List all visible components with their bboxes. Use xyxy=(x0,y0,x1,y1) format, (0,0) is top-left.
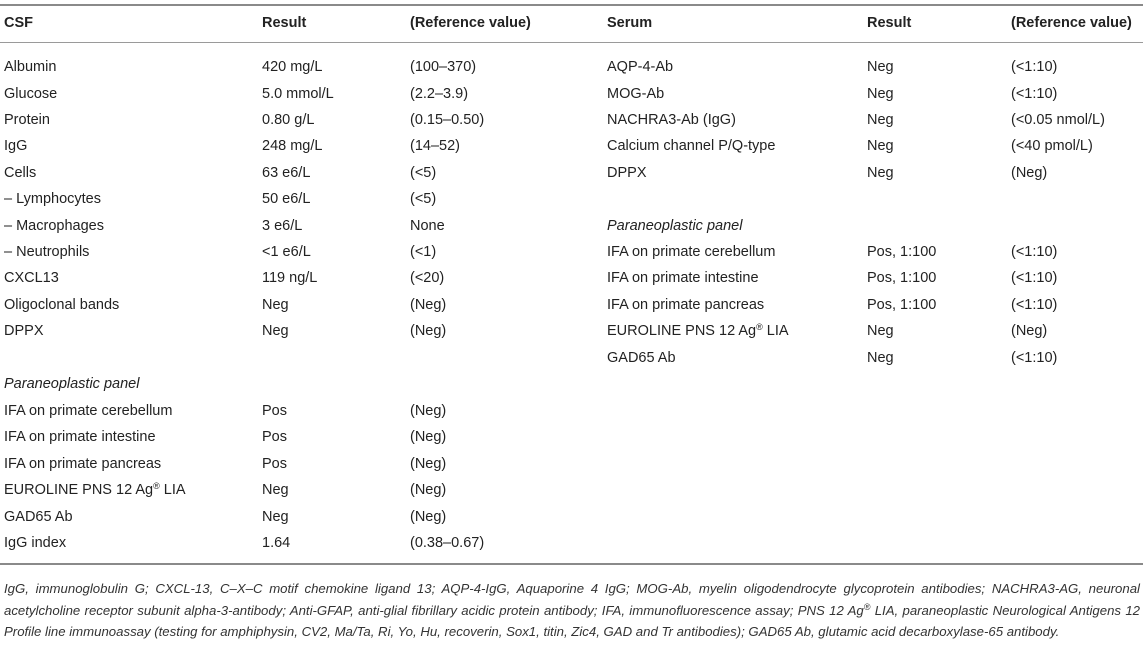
row-reference: (<1:10) xyxy=(1011,86,1058,102)
row-label: IgG index xyxy=(4,535,67,551)
row-label: IFA on primate cerebellum xyxy=(607,244,776,260)
row-label: DPPX xyxy=(607,165,647,181)
row-result: Neg xyxy=(867,112,894,128)
row-reference: (<40 pmol/L) xyxy=(1011,138,1093,154)
row-reference: (Neg) xyxy=(1011,323,1048,339)
table-header-rule xyxy=(0,42,1143,43)
row-result: 63 e6/L xyxy=(262,165,311,181)
row-reference: (0.15–0.50) xyxy=(410,112,485,128)
csf-header: CSF xyxy=(4,15,33,31)
table-footnote: IgG, immunoglobulin G; CXCL-13, C–X–C motif chemokine ligand 13; AQP-4-IgG, Aquaporine 4 IgG; MOG-Ab, myelin oligodendrocyte glycoprotein antibodies; NACHRA3-AG, neuronal acetylcholine receptor subunit alpha-3-antibody; Anti-GFAP, anti-glial fibrillary acidic protein antibody; IFA, immunofluorescence assay; PNS 12 Ag® LIA, paraneoplastic Neurological Antigens 12 Profile line immunoassay (testing for amphiphysin, CV2, Ma/Ta, Ri, Yo, Hu, recoverin, Sox1, titin, Zic4, GAD and Tr antibodies); GAD65 Ab, glutamic acid decarboxylase-65 antibody. xyxy=(4,581,1141,639)
row-reference: (Neg) xyxy=(410,456,447,472)
row-label: NACHRA3-Ab (IgG) xyxy=(607,112,736,128)
row-label: CXCL13 xyxy=(4,270,59,286)
row-label: AQP-4-Ab xyxy=(607,59,674,75)
row-result: Neg xyxy=(867,86,894,102)
row-reference: (Neg) xyxy=(410,482,447,498)
row-label: – Macrophages xyxy=(4,218,104,234)
serum-reference-header: (Reference value) xyxy=(1011,15,1132,31)
row-result: Neg xyxy=(262,509,289,525)
csf-paraneoplastic-title: Paraneoplastic panel xyxy=(4,376,140,392)
row-reference: (<1:10) xyxy=(1011,270,1058,286)
row-reference: (Neg) xyxy=(410,509,447,525)
row-reference: (Neg) xyxy=(1011,165,1048,181)
row-label: MOG-Ab xyxy=(607,86,665,102)
row-result: 5.0 mmol/L xyxy=(262,86,334,102)
row-label: DPPX xyxy=(4,323,44,339)
row-label: Calcium channel P/Q-type xyxy=(607,138,776,154)
row-reference: None xyxy=(410,218,445,234)
row-reference: (2.2–3.9) xyxy=(410,86,469,102)
row-result: Pos, 1:100 xyxy=(867,244,937,260)
row-reference: (Neg) xyxy=(410,297,447,313)
row-label: – Neutrophils xyxy=(4,244,90,260)
row-result: Neg xyxy=(262,297,289,313)
row-reference: (<0.05 nmol/L) xyxy=(1011,112,1105,128)
row-result: Pos xyxy=(262,403,287,419)
row-label: GAD65 Ab xyxy=(607,350,676,366)
serum-result-header: Result xyxy=(867,15,912,31)
row-label: IFA on primate pancreas xyxy=(607,297,765,313)
row-label: EUROLINE PNS 12 Ag® LIA xyxy=(607,322,789,339)
row-label: Oligoclonal bands xyxy=(4,297,120,313)
table-bottom-rule xyxy=(0,563,1143,565)
row-result: Pos, 1:100 xyxy=(867,297,937,313)
row-result: Neg xyxy=(867,350,894,366)
row-result: Neg xyxy=(867,59,894,75)
row-reference: (Neg) xyxy=(410,403,447,419)
row-reference: (<1:10) xyxy=(1011,244,1058,260)
serum-paraneoplastic-title: Paraneoplastic panel xyxy=(607,218,743,234)
row-reference: (<20) xyxy=(410,270,445,286)
row-result: Neg xyxy=(867,323,894,339)
row-label: IFA on primate pancreas xyxy=(4,456,162,472)
row-reference: (<1) xyxy=(410,244,437,260)
row-label: Glucose xyxy=(4,86,58,102)
row-result: 0.80 g/L xyxy=(262,112,315,128)
row-reference: (<1:10) xyxy=(1011,59,1058,75)
row-label: Cells xyxy=(4,165,37,181)
csf-reference-header: (Reference value) xyxy=(410,15,531,31)
row-result: 1.64 xyxy=(262,535,291,551)
row-label: – Lymphocytes xyxy=(4,191,101,207)
row-label: IgG xyxy=(4,138,28,154)
row-result: <1 e6/L xyxy=(262,244,311,260)
table-top-rule xyxy=(0,4,1143,6)
row-reference: (14–52) xyxy=(410,138,460,154)
row-reference: (0.38–0.67) xyxy=(410,535,485,551)
row-label: EUROLINE PNS 12 Ag® LIA xyxy=(4,481,186,498)
row-result: Pos xyxy=(262,429,287,445)
row-result: Pos, 1:100 xyxy=(867,270,937,286)
row-result: Neg xyxy=(262,323,289,339)
row-result: Neg xyxy=(867,138,894,154)
row-result: 3 e6/L xyxy=(262,218,303,234)
row-reference: (<1:10) xyxy=(1011,350,1058,366)
row-label: IFA on primate cerebellum xyxy=(4,403,173,419)
row-reference: (<1:10) xyxy=(1011,297,1058,313)
row-reference: (100–370) xyxy=(410,59,477,75)
row-result: Pos xyxy=(262,456,287,472)
row-result: Neg xyxy=(262,482,289,498)
row-reference: (Neg) xyxy=(410,429,447,445)
row-reference: (Neg) xyxy=(410,323,447,339)
row-label: IFA on primate intestine xyxy=(4,429,156,445)
csf-result-header: Result xyxy=(262,15,307,31)
row-label: GAD65 Ab xyxy=(4,509,73,525)
row-label: Protein xyxy=(4,112,50,128)
row-label: IFA on primate intestine xyxy=(607,270,759,286)
row-result: 119 ng/L xyxy=(262,270,318,286)
row-result: 420 mg/L xyxy=(262,59,323,75)
row-result: 50 e6/L xyxy=(262,191,311,207)
row-result: 248 mg/L xyxy=(262,138,323,154)
row-reference: (<5) xyxy=(410,165,437,181)
row-result: Neg xyxy=(867,165,894,181)
serum-header: Serum xyxy=(607,15,653,31)
row-label: Albumin xyxy=(4,59,57,75)
row-reference: (<5) xyxy=(410,191,437,207)
